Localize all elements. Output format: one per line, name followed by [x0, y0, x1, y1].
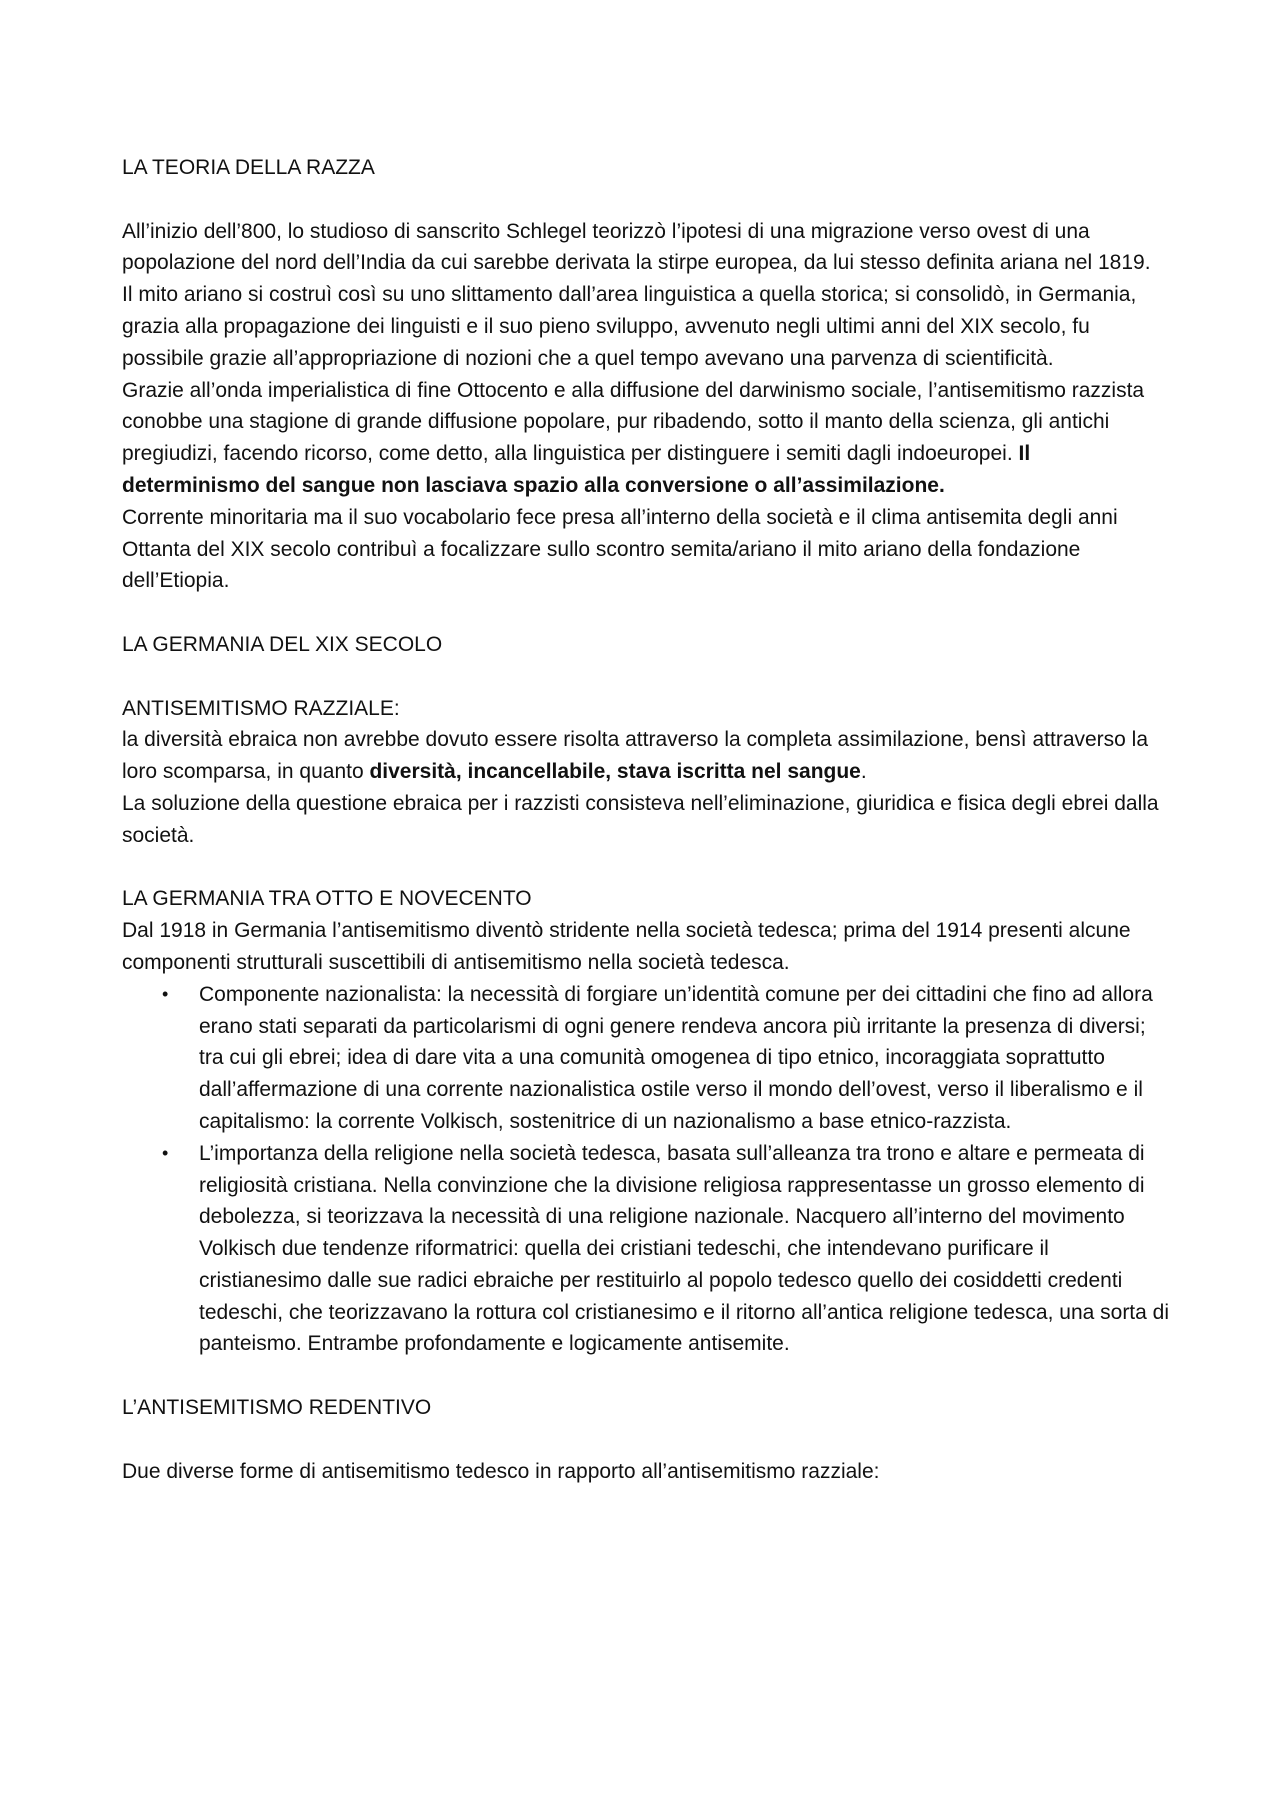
spacer	[122, 1360, 1172, 1392]
spacer	[122, 852, 1172, 884]
list-item	[122, 1138, 1172, 1361]
paragraph-text: la diversità ebraica non avrebbe dovuto essere risolta attraverso la completa assimilazione, bensì attraverso la loro scomparsa, in quanto	[122, 728, 1149, 784]
spacer	[122, 1424, 1172, 1456]
bold-emphasis: Il determinismo del sangue non lasciava spazio alla conversione o all’assimilazione.	[122, 442, 1031, 497]
list-item	[122, 979, 1172, 1138]
document-page	[122, 152, 1172, 1487]
paragraph-diversita-ebraica	[122, 724, 1172, 788]
list-item-text: Componente nazionalista: la necessità di forgiare un’identità comune per dei cittadini che fino ad allora erano stati separati da particolarismi di ogni genere rendeva ancora più irritante la presenza di diversi; tra cui gli ebrei; idea di dare vita a una comunità omogenea di tipo etnico, incoraggiata soprattutto dall’affermazione di una corrente nazionalistica ostile verso il mondo dell’ovest, verso il liberalismo e il capitalismo: la corrente Volkisch, sostenitrice di un nazionalismo a base etnico-razzista.	[199, 982, 1153, 1133]
paragraph-corrente-minoritaria: Corrente minoritaria ma il suo vocabolario fece presa all’interno della società e il clima antisemita degli anni Ottanta del XIX secolo contribuì a focalizzare sullo scontro semita/ariano il mito ariano della fondazione dell’Etiopia.	[122, 505, 1118, 593]
paragraph-onda-imperialistica	[122, 375, 1172, 502]
list-item-text: L’importanza della religione nella società tedesca, basata sull’alleanza tra trono e altare e permeata di religiosità cristiana. Nella convinzione che la divisione religiosa rappresentasse un grosso elemento di debolezza, si teorizzava la necessità di una religione nazionale. Nacquero all’interno del movimento Volkisch due tendenze riformatrici: quella dei cristiani tedeschi, che intendevano purificare il cristianesimo dalle sue radici ebraiche per restituirlo al popolo tedesco quello dei cosiddetti credenti tedeschi, che teorizzavano la rottura col cristianesimo e il ritorno all’antica religione tedesca, una sorta di panteismo. Entrambe profondamente e logicamente antisemite.	[199, 1141, 1169, 1356]
bullet-icon: •	[162, 983, 169, 1004]
section-title-germania-xix: LA GERMANIA DEL XIX SECOLO	[122, 632, 443, 656]
section-title-antisemitismo-redentivo: L’ANTISEMITISMO REDENTIVO	[122, 1396, 432, 1420]
paragraph-due-forme: Due diverse forme di antisemitismo tedesco in rapporto all’antisemitismo razziale:	[122, 1459, 880, 1483]
bullet-icon: •	[162, 1142, 169, 1163]
paragraph-schlegel: All’inizio dell’800, lo studioso di sanscrito Schlegel teorizzò l’ipotesi di una migrazione verso ovest di una popolazione del nord dell’India da cui sarebbe derivata la stirpe europea, da lui stesso definita ariana nel 1819.	[122, 219, 1151, 275]
spacer	[122, 184, 1172, 216]
bold-emphasis: diversità, incancellabile, stava iscritta nel sangue	[369, 760, 861, 784]
section-title-germania-otto-novecento: LA GERMANIA TRA OTTO E NOVECENTO	[122, 887, 532, 911]
section-title-teoria-razza: LA TEORIA DELLA RAZZA	[122, 156, 375, 179]
paragraph-text: Grazie all’onda imperialistica di fine Ottocento e alla diffusione del darwinismo sociale, l’antisemitismo razzista conobbe una stagione di grande diffusione popolare, pur ribadendo, sotto il manto della scienza, gli antichi pregiudizi, facendo ricorso, come detto, alla linguistica per distinguere i semiti dagli indoeuropei.	[122, 378, 1145, 466]
spacer	[122, 661, 1172, 693]
paragraph-dal-1918: Dal 1918 in Germania l’antisemitismo diventò stridente nella società tedesca; prima del 1914 presenti alcune componenti strutturali suscettibili di antisemitismo nella società tedesca.	[122, 919, 1131, 974]
paragraph-end: .	[860, 760, 867, 784]
bullet-list	[122, 979, 1172, 1361]
paragraph-soluzione: La soluzione della questione ebraica per i razzisti consisteva nell’eliminazione, giuridica e fisica degli ebrei dalla società.	[122, 791, 1159, 847]
subtitle-antisemitismo-razziale: ANTISEMITISMO RAZZIALE:	[122, 696, 400, 720]
spacer	[122, 597, 1172, 629]
paragraph-mito-ariano: Il mito ariano si costruì così su uno slittamento dall’area linguistica a quella storica; si consolidò, in Germania, grazia alla propagazione dei linguisti e il suo pieno sviluppo, avvenuto negli ultimi anni del XIX secolo, fu possibile grazie all’appropriazione di nozioni che a quel tempo avevano una parvenza di scientificità.	[122, 283, 1137, 370]
